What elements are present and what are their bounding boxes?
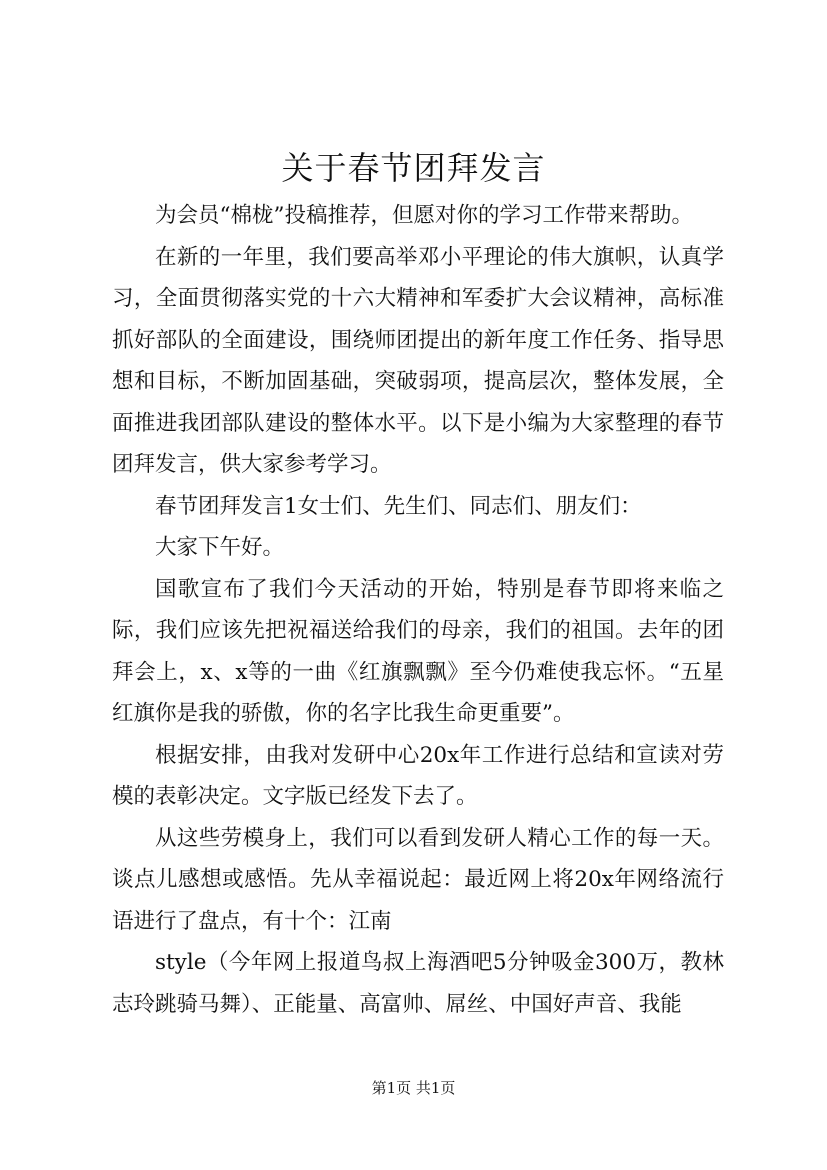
paragraph: 在新的一年里，我们要高举邓小平理论的伟大旗帜，认真学习，全面贯彻落实党的十六大精神和军委扩大会议精神，高标准抓好部队的全面建设，围绕师团提出的新年度工作任务、指导思想和目标，不断加固基础，突破弱项，提高层次，整体发展，全面推进我团部队建设的整体水平。以下是小编为大家整理的春节团拜发言，供大家参考学习。 [112,244,724,477]
paragraph: style（今年网上报道鸟叔上海酒吧5分钟吸金300万，教林志玲跳骑马舞）、正能量、高富帅、屌丝、中国好声音、我能 [112,950,724,1017]
paragraph: 根据安排，由我对发研中心20x年工作进行总结和宣读对劳模的表彰决定。文字版已经发下去了。 [112,742,724,809]
paragraph: 国歌宣布了我们今天活动的开始，特别是春节即将来临之际，我们应该先把祝福送给我们的母亲，我们的祖国。去年的团拜会上，x、x等的一曲《红旗飘飘》至今仍难使我忘怀。“五星红旗你是我的骄傲，你的名字比我生命更重要”。 [112,576,724,726]
document-body [112,195,724,1025]
page-footer: 第1页 共1页 [371,1079,456,1097]
paragraph: 为会员“棉栊”投稿推荐，但愿对你的学习工作带来帮助。 [155,203,693,228]
document-title: 关于春节团拜发言 [281,149,546,187]
paragraph: 大家下午好。 [155,535,285,560]
paragraph: 从这些劳模身上，我们可以看到发研人精心工作的每一天。谈点儿感想或感悟。先从幸福说起：最近网上将20x年网络流行语进行了盘点，有十个：江南 [112,825,724,934]
paragraph: 春节团拜发言1女士们、先生们、同志们、朋友们： [155,493,642,519]
